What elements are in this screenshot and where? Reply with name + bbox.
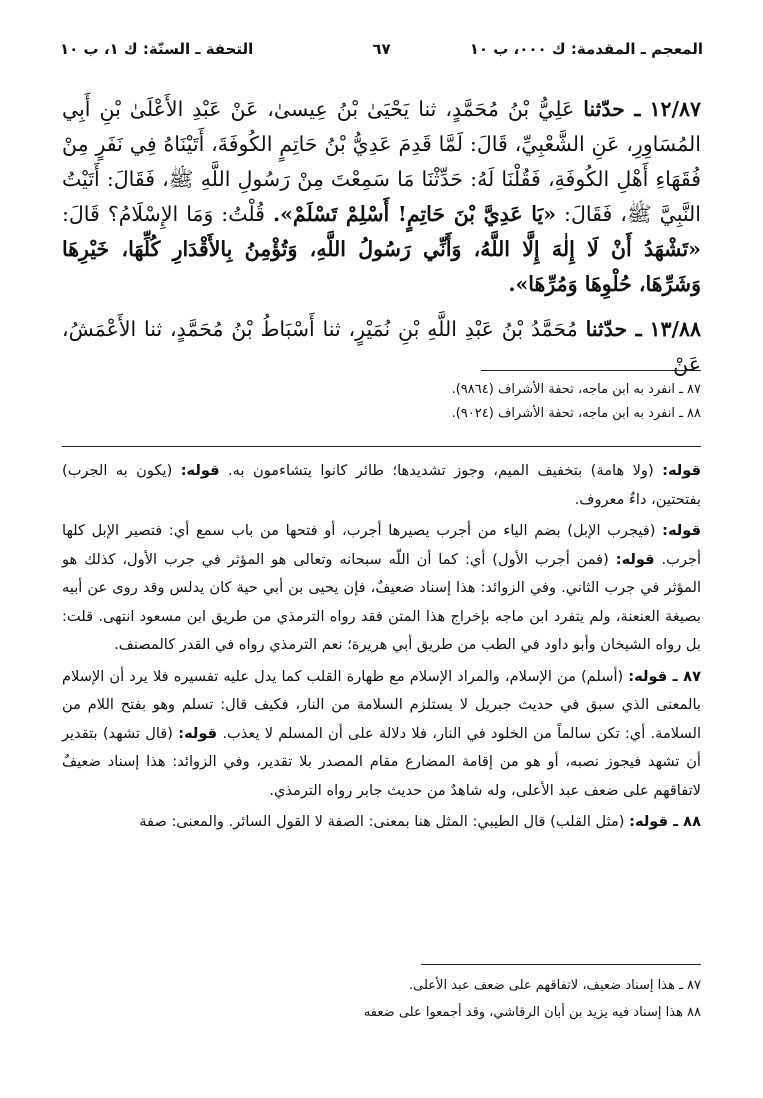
grading-note: ٨٧ ـ هذا إسناد ضعيف، لاتفاقهم على ضعف عبد الأعلى. [409, 978, 701, 993]
page-number: ٦٧ [372, 40, 391, 58]
hadith-intro: ـ حدّثنا [585, 317, 642, 341]
hadith-question: قُلْتُ: وَمَا الإِسْلَامُ؟ قَالَ: [62, 202, 265, 226]
reference-note: ٨٨ ـ انفرد به ابن ماجه، تحفة الأشراف (٩٠٢٤). [451, 406, 701, 421]
hadith-intro: ـ حدّثنا [583, 97, 641, 121]
commentary-paragraph [62, 457, 701, 514]
running-header [60, 40, 703, 64]
prophet-answer: «تَشْهَدُ أَنْ لَا إِلٰهَ إِلَّا اللَّهُ، وَأَنِّي رَسُولُ اللَّهِ، وَتُؤْمِنُ بِالأَقْدَارِ كُلِّهَا، خَيْرِهَا وَشَرِّهَا، حُلْوِهَا وَمُرِّهَا». [62, 237, 701, 296]
commentary-keyword: قوله: [662, 522, 701, 539]
prophet-quote: «يَا عَدِيَّ بْنَ حَاتِمٍ! أَسْلِمْ تَسْلَمْ». [272, 202, 557, 226]
commentary-text: (يكون به الجرب) بفتحتين، داءٌ معروف. [62, 462, 701, 508]
commentary-text: (مثل القلب) قال الطيبي: المثل هنا بمعنى: الصفة لا القول السائر. والمعنى: صفة [139, 813, 625, 830]
commentary-keyword: قوله: [662, 462, 701, 479]
commentary-paragraph [62, 663, 701, 806]
commentary-keyword: قوله: [178, 724, 218, 742]
commentary-text: (أسلم) من الإسلام، والمراد الإسلام مع طهارة القلب كما يدل عليه تفسيره فلا يرد أن الإسلام بالمعنى الذي سبق في حديث جبريل لا يستلزم السلامة من النار، فكيف قال: تسلم وهو بفتح اللام من السلامة. أي: تكن سالماً من الخلود في النار، فلا دلالة على أن المسلم لا يعذب. [62, 667, 702, 742]
reference-note: ٨٧ ـ انفرد به ابن ماجه، تحفة الأشراف (٩٨٦٤). [451, 382, 701, 397]
commentary-text: (فمن أجرب الأول) أي: كما أن اللّه سبحانه وتعالى هو المؤثر في جرب الأول، كذلك هو المؤثر في جرب الثاني. وفي الزوائد: هذا إسناد ضعيفٌ، فإن يحيى بن أبي حية كان يدلس وقد روى عن أبيه بصيغة العنعنة، ولم يتفرد ابن ماجه بإخراج هذا المتن فقد رواه الترمذي من طريق ابن مسعود انتهى. قلت: بل رواه الشيخان وأبو داود في الطب من طريق أبي هريرة؛ نعم الترمذي رواه في القدر كالمصنف. [62, 550, 701, 653]
commentary-text: (فيجرب الإبل) بضم الياء من أجرب يصيرها أجرب، أو فتحها من باب سمع أي: فتصير الإبل كلها أجرب. [62, 522, 702, 568]
divider [62, 446, 701, 447]
hadith-number: ١٣/٨٨ [649, 317, 701, 341]
grading-notes [62, 972, 701, 1026]
hadith-isnad: مُحَمَّدُ بْنُ عَبْدِ اللَّهِ بْنِ نُمَيْرٍ، ثنا أَسْبَاطُ بْنُ مُحَمَّدٍ، ثنا الأَعْمَشُ، عَنْ [62, 317, 701, 376]
commentary [62, 457, 701, 840]
commentary-keyword: قوله: [180, 462, 220, 479]
hadith-88 [62, 312, 701, 382]
hadith-isnad: عَلِيُّ بْنُ مُحَمَّدٍ، ثنا يَحْيَىٰ بْنُ عِيسىٰ، عَنْ عَبْدِ الأَعْلَىٰ بْنِ أَبِي المُسَاوِرِ، عَنِ الشَّعْبِيِّ، قَالَ: لَمَّا قَدِمَ عَدِيُّ بْنُ حَاتِمٍ الكُوفَةَ، أَتَيْنَاهُ فِي نَفَرٍ مِنْ فُقَهَاءِ أَهْلِ الكُوفَةِ، فَقُلْنَا لَهُ: حَدِّثْنَا مَا سَمِعْتَ مِنْ رَسُولِ اللَّهِ ﷺ، فَقَالَ: أَتَيْتُ النَّبِيَّ ﷺ، فَقَالَ: [62, 97, 702, 226]
divider [421, 964, 701, 965]
commentary-keyword: قوله: [615, 550, 655, 568]
header-right: المعجم ـ المقدمة: ك ٠٠٠، ب ١٠ [469, 40, 703, 58]
grading-note: ٨٨ هذا إسناد فيه يزيد بن أبان الرقاشي، وقد أجمعوا على ضعفه [363, 1005, 701, 1020]
commentary-paragraph [62, 517, 701, 660]
divider [481, 370, 701, 371]
commentary-text: (ولا هامة) بتخفيف الميم، وجوز تشديدها؛ طائر كانوا يتشاءمون به. [228, 462, 654, 479]
commentary-keyword: ٨٨ ـ قوله: [629, 813, 701, 830]
header-left: التحفة ـ السنّة: ك ١، ب ١٠ [60, 40, 254, 58]
commentary-text: (قال تشهد) بتقدير أن تشهد فيجوز نصبه، أو هو من إقامة المضارع مقام المصدر بلا تقدير، وفي الزوائد: هذا إسناد ضعيفٌ لاتفاقهم على ضعف عبد الأعلى، وله شاهدٌ من حديث جابر رواه الترمذي. [62, 724, 701, 799]
hadith-87 [62, 92, 701, 302]
commentary-paragraph [62, 808, 701, 837]
reference-notes [62, 378, 701, 426]
commentary-keyword: ٨٧ ـ قوله: [628, 667, 701, 685]
hadith-number: ١٢/٨٧ [649, 97, 701, 121]
hadith-text [62, 92, 701, 392]
